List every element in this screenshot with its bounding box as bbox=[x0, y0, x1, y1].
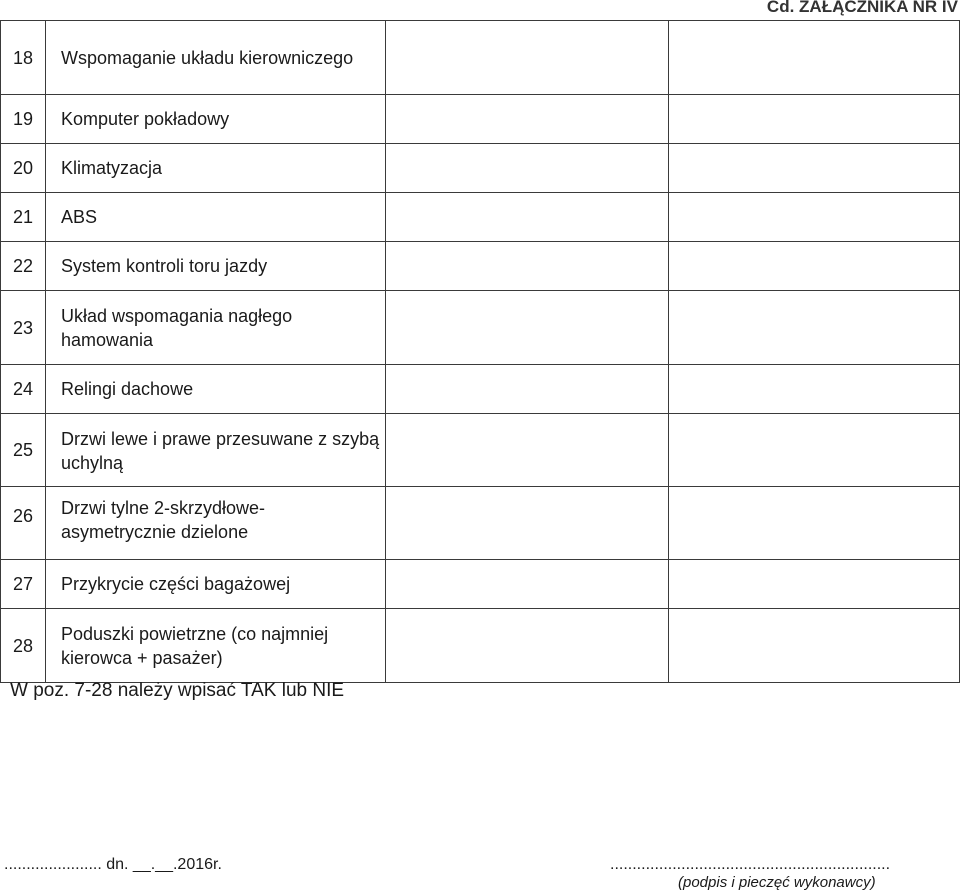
row-number: 27 bbox=[1, 560, 46, 609]
answer-cell[interactable] bbox=[386, 291, 669, 365]
row-name: Komputer pokładowy bbox=[46, 95, 386, 144]
row-number: 18 bbox=[1, 21, 46, 95]
answer-cell[interactable] bbox=[386, 144, 669, 193]
remarks-cell[interactable] bbox=[669, 291, 960, 365]
attachment-header: Cd. ZAŁĄCZNIKA NR IV bbox=[766, 0, 958, 16]
remarks-cell[interactable] bbox=[669, 414, 960, 487]
table-row bbox=[1, 365, 960, 414]
row-number: 21 bbox=[1, 193, 46, 242]
table-row bbox=[1, 21, 960, 95]
remarks-cell[interactable] bbox=[669, 95, 960, 144]
remarks-cell[interactable] bbox=[669, 560, 960, 609]
table-row bbox=[1, 193, 960, 242]
row-name: System kontroli toru jazdy bbox=[46, 242, 386, 291]
answer-cell[interactable] bbox=[386, 21, 669, 95]
table-row bbox=[1, 609, 960, 683]
table-row bbox=[1, 560, 960, 609]
equipment-table bbox=[0, 20, 960, 683]
table-row bbox=[1, 487, 960, 560]
remarks-cell[interactable] bbox=[669, 487, 960, 560]
answer-cell[interactable] bbox=[386, 242, 669, 291]
row-name: Klimatyzacja bbox=[46, 144, 386, 193]
row-name: Relingi dachowe bbox=[46, 365, 386, 414]
row-name: Poduszki powietrzne (co najmniej kierowca + pasażer) bbox=[46, 609, 386, 683]
table-row bbox=[1, 95, 960, 144]
date-line: ...................... dn. __.__.2016r. bbox=[4, 856, 222, 873]
remarks-cell[interactable] bbox=[669, 21, 960, 95]
row-number: 26 bbox=[1, 487, 46, 560]
table-row bbox=[1, 291, 960, 365]
row-number: 28 bbox=[1, 609, 46, 683]
table-row bbox=[1, 414, 960, 487]
row-name: Układ wspomagania nagłego hamowania bbox=[46, 291, 386, 365]
answer-cell[interactable] bbox=[386, 609, 669, 683]
instruction-note: W poz. 7-28 należy wpisać TAK lub NIE bbox=[10, 680, 345, 701]
answer-cell[interactable] bbox=[386, 95, 669, 144]
table-row bbox=[1, 242, 960, 291]
row-number: 24 bbox=[1, 365, 46, 414]
answer-cell[interactable] bbox=[386, 414, 669, 487]
row-number: 23 bbox=[1, 291, 46, 365]
row-name: Przykrycie części bagażowej bbox=[46, 560, 386, 609]
row-number: 19 bbox=[1, 95, 46, 144]
remarks-cell[interactable] bbox=[669, 144, 960, 193]
signature-caption: (podpis i pieczęć wykonawcy) bbox=[678, 874, 876, 891]
answer-cell[interactable] bbox=[386, 487, 669, 560]
row-name: Wspomaganie układu kierowniczego bbox=[46, 21, 386, 95]
remarks-cell[interactable] bbox=[669, 193, 960, 242]
row-number: 25 bbox=[1, 414, 46, 487]
signature-line: ............................................................... bbox=[610, 856, 891, 873]
answer-cell[interactable] bbox=[386, 365, 669, 414]
row-number: 22 bbox=[1, 242, 46, 291]
row-name: Drzwi tylne 2-skrzydłowe- asymetrycznie dzielone bbox=[46, 487, 386, 560]
row-name: Drzwi lewe i prawe przesuwane z szybą uchylną bbox=[46, 414, 386, 487]
row-name: ABS bbox=[46, 193, 386, 242]
remarks-cell[interactable] bbox=[669, 609, 960, 683]
table-row bbox=[1, 144, 960, 193]
answer-cell[interactable] bbox=[386, 193, 669, 242]
row-number: 20 bbox=[1, 144, 46, 193]
answer-cell[interactable] bbox=[386, 560, 669, 609]
remarks-cell[interactable] bbox=[669, 242, 960, 291]
remarks-cell[interactable] bbox=[669, 365, 960, 414]
